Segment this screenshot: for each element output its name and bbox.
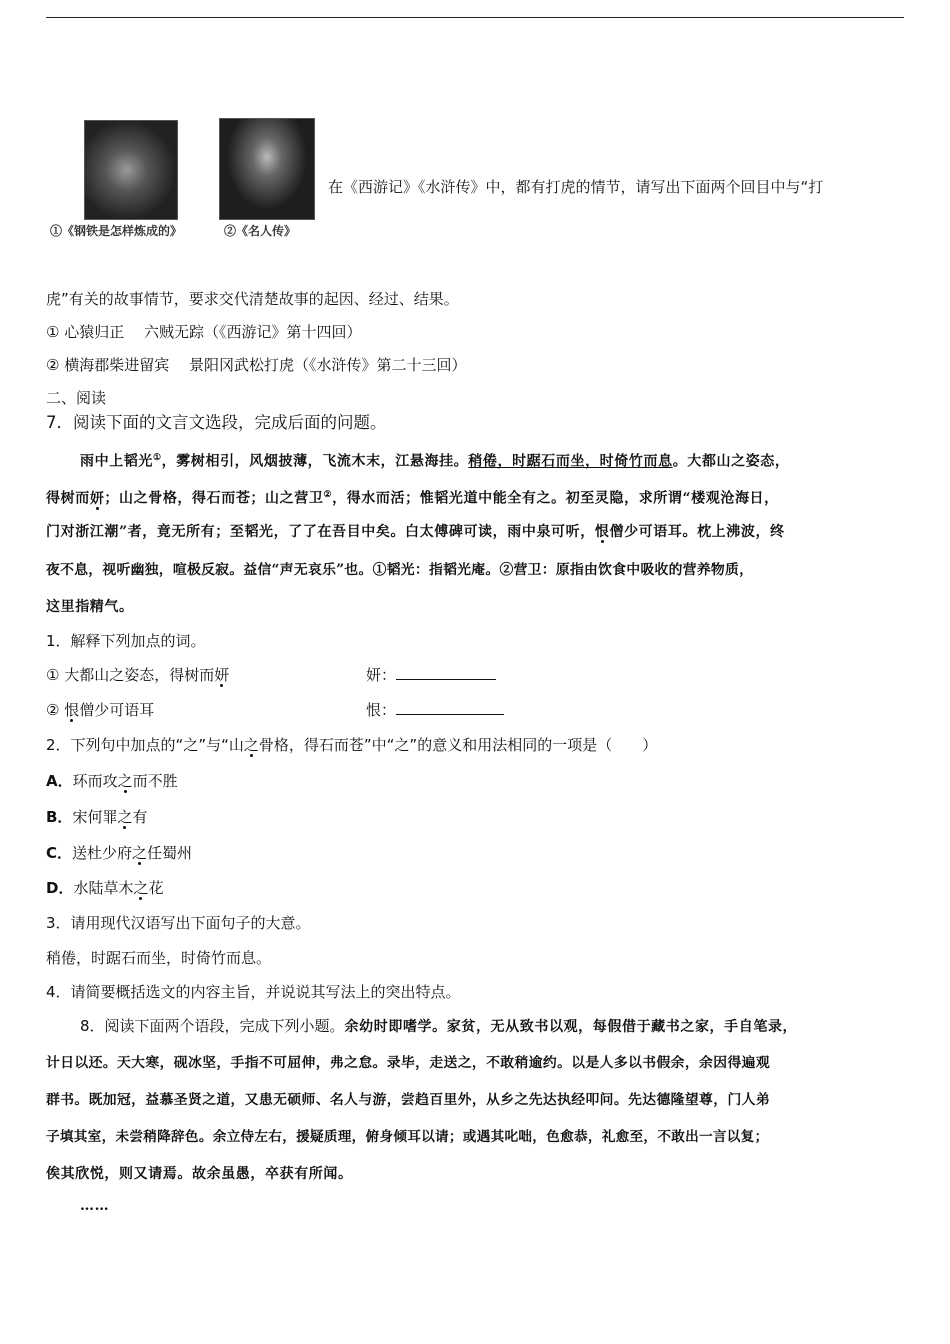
q7-3-title: 3．请用现代汉语写出下面句子的大意。 (46, 914, 311, 932)
q7-4-title: 4．请简要概括选文的内容主旨，并说说其写法上的突出特点。 (46, 983, 461, 1001)
q7-2-option-a[interactable]: A．环而攻之而不胜 (46, 772, 178, 790)
illustration-caption-2: ②《名人传》 (224, 224, 297, 238)
q7-passage-line4: 夜不息，视听幽独，喧极反寂。益信“声无哀乐”也。①韬光：指韬光庵。②营卫：原指由饮食中吸收的营养物质， (46, 562, 754, 578)
illustration-caption-1: ①《钢铁是怎样炼成的》 (50, 224, 183, 238)
q8-passage-line2: 计日以还。天大寒，砚冰坚，手指不可屈伸，弗之怠。录毕，走送之，不敢稍逾约。以是人多以书假余，余因得遍观 (46, 1055, 771, 1071)
answer-blank-a[interactable] (396, 665, 496, 680)
q7-passage-line1: 雨中上韬光①，雾树相引，风烟披薄，飞流木末，江悬海挂。稍倦，时踞石而坐，时倚竹而息。大都山之姿态， (80, 453, 790, 470)
header-rule (46, 17, 904, 18)
q7-2-title: 2．下列句中加点的“之”与“山之骨格，得石而苍”中“之”的意义和用法相同的一项是（ ） (46, 736, 658, 754)
q7-passage-line2: 得树而妍；山之骨格，得石而苍；山之营卫②，得水而活；惟韬光道中能全有之。初至灵隐，求所谓“楼观沧海日， (46, 490, 779, 507)
q6-item-1: ① 心猿归正 六贼无踪（《西游记》第十四回） (46, 323, 362, 341)
q7-title: 7．阅读下面的文言文选段，完成后面的问题。 (46, 413, 387, 432)
q7-2-option-b[interactable]: B．宋何罪之有 (46, 808, 148, 826)
q6-text-line1: 在《西游记》《水浒传》中，都有打虎的情节，请写出下面两个回目中与“打 (328, 178, 824, 196)
section-heading-reading: 二、阅读 (46, 389, 107, 407)
dotted-word: 恨 (594, 524, 610, 540)
q7-1-item-a: ① 大都山之姿态，得树而妍 (46, 666, 230, 684)
q7-passage-line5: 这里指精气。 (46, 599, 134, 615)
book-illustrations (48, 100, 328, 250)
q6-text-line2: 虎”有关的故事情节，要求交代清楚故事的起因、经过、结果。 (46, 290, 459, 308)
q8-title: 8．阅读下面两个语段，完成下列小题。 (80, 1017, 345, 1035)
q7-1-title: 1．解释下列加点的词。 (46, 632, 206, 650)
dotted-word: 妍 (89, 490, 105, 507)
q8-passage-line5: 俟其欣悦，则又请焉。故余虽愚，卒获有所闻。 (46, 1166, 353, 1182)
q7-3-sentence: 稍倦，时踞石而坐，时倚竹而息。 (46, 949, 272, 967)
q7-1-answer-b: 恨： (366, 700, 504, 720)
answer-blank-b[interactable] (396, 700, 504, 715)
q7-1-item-b: ② 恨僧少可语耳 (46, 701, 155, 719)
q7-1-answer-a: 妍： (366, 665, 496, 685)
illustration-steel-image (84, 120, 178, 220)
q7-2-option-c[interactable]: C．送杜少府之任蜀州 (46, 844, 193, 862)
q7-passage-line3: 门对浙江潮”者，竟无所有；至韬光，了了在吾目中矣。白太傅碑可读，雨中泉可听，恨僧少可语耳。枕上沸波，终 (46, 524, 785, 540)
illustration-portrait-image (219, 118, 315, 220)
q7-2-option-d[interactable]: D．水陆草木之花 (46, 879, 164, 897)
q8-ellipsis: …… (80, 1198, 110, 1214)
q8-passage-line4: 子填其室，未尝稍降辞色。余立侍左右，援疑质理，俯身倾耳以请；或遇其叱咄，色愈恭，礼愈至，不敢出一言以复； (46, 1129, 769, 1145)
q6-item-2: ② 横海郡柴进留宾 景阳冈武松打虎（《水浒传》第二十三回） (46, 356, 467, 374)
q8-passage-line3: 群书。既加冠，益慕圣贤之道，又患无硕师、名人与游，尝趋百里外，从乡之先达执经叩问。先达德隆望尊，门人弟 (46, 1092, 771, 1108)
underlined-sentence: 稍倦，时踞石而坐，时倚竹而息 (468, 453, 673, 470)
q8-line1: 8．阅读下面两个语段，完成下列小题。余幼时即嗜学。家贫，无从致书以观，每假借于藏书之家，手自笔录， (80, 1017, 798, 1035)
